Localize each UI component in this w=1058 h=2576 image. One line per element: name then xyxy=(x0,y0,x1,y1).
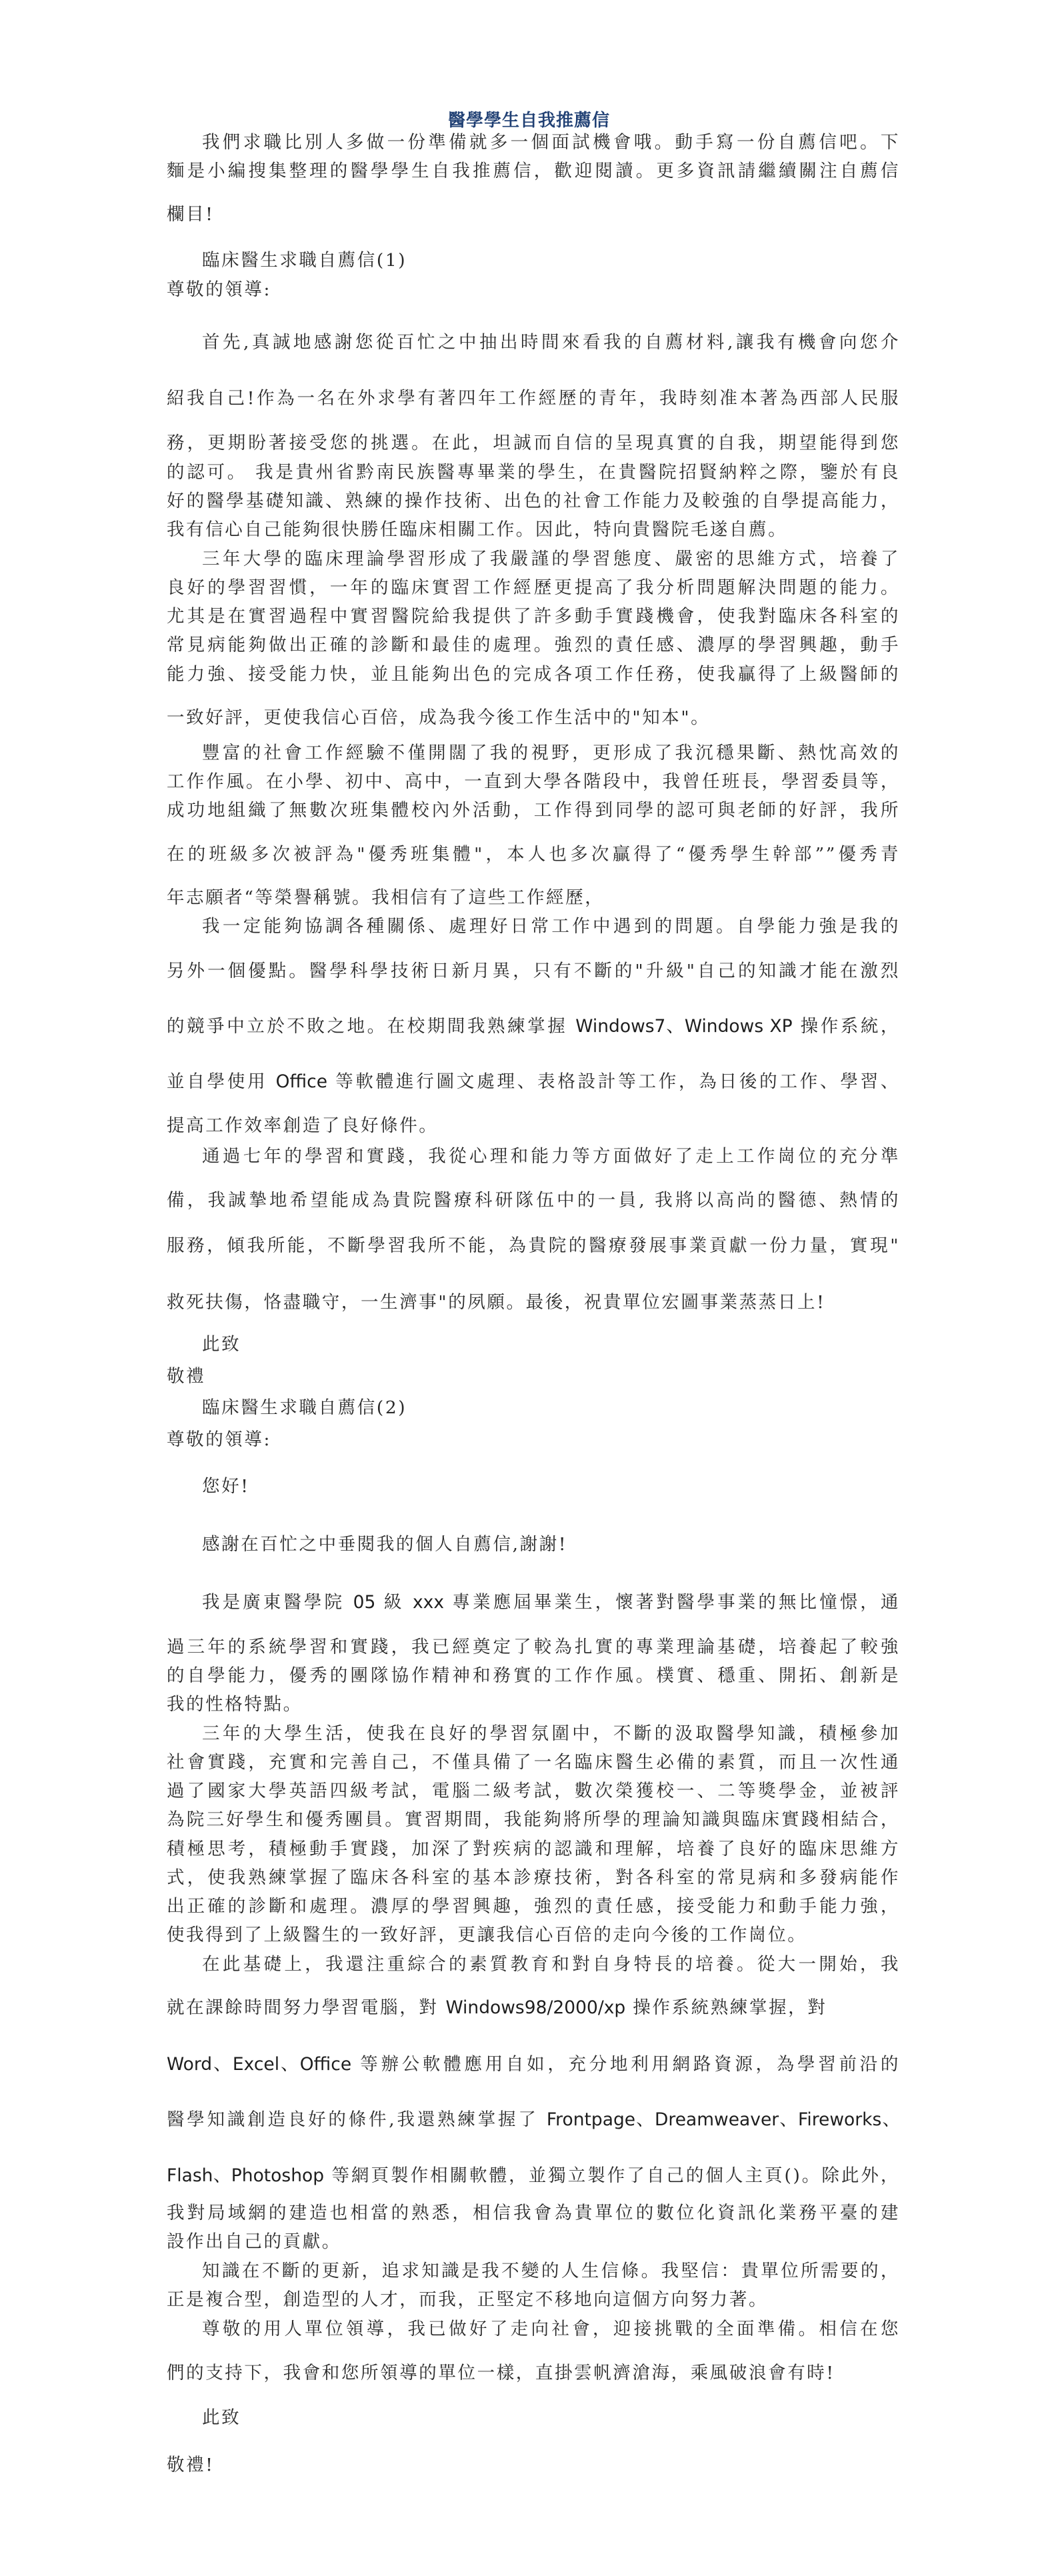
text-line: 尤其是在實習過程中實習醫院給我提供了許多動手實踐機會，使我對臨床各科室的 xyxy=(167,606,900,627)
latin-text-segment: Flash、Photoshop xyxy=(167,2165,325,2186)
text-segment: 我是廣東醫學院 xyxy=(202,1592,353,1613)
text-line: 能力強、接受能力快，並且能夠出色的完成各項工作任務，使我贏得了上級醫師的 xyxy=(167,664,900,685)
latin-text-segment: Windows7、Windows XP xyxy=(575,1016,793,1037)
text-line: 工作作風。在小學、初中、高中，一直到大學各階段中，我曾任班長，學習委員等， xyxy=(167,771,900,792)
text-line: 為院三好學生和優秀團員。實習期間，我能夠將所學的理論知識與臨床實踐相結合， xyxy=(167,1809,900,1830)
text-line: 出正確的診斷和處理。濃厚的學習興趣，強烈的責任感，接受能力和動手能力強， xyxy=(167,1896,900,1917)
text-line: 的自學能力，優秀的團隊協作精神和務實的工作作風。樸實、穩重、開拓、創新是 xyxy=(167,1665,900,1686)
text-line: 敬禮 xyxy=(167,1366,206,1387)
text-line: 首先,真誠地感謝您從百忙之中抽出時間來看我的自薦材料,讓我有機會向您介 xyxy=(202,332,900,353)
text-line: 積極思考，積極動手實踐，加深了對疾病的認識和理解，培養了良好的臨床思維方 xyxy=(167,1839,900,1859)
text-line: 我一定能夠協調各種關係、處理好日常工作中遇到的問題。自學能力強是我的 xyxy=(202,916,900,937)
latin-text-segment: 05 xyxy=(353,1592,376,1613)
text-line xyxy=(167,1015,900,1038)
text-line: 過三年的系統學習和實踐，我已經奠定了較為扎實的專業理論基礎，培養起了較強 xyxy=(167,1637,900,1657)
text-line: 一致好評，更使我信心百倍，成為我今後工作生活中的"知本"。 xyxy=(167,707,711,728)
text-segment: 醫學知識創造良好的條件,我還熟練掌握了 xyxy=(167,2109,547,2130)
text-segment: 等辦公軟體應用自如，充分地利用網路資源，為學習前沿的 xyxy=(351,2054,900,2075)
text-segment: 操作系統， xyxy=(792,1016,900,1037)
text-line: 通過七年的學習和實踐，我從心理和能力等方面做好了走上工作崗位的充分準 xyxy=(202,1146,900,1167)
text-line: 們的支持下，我會和您所領導的單位一樣，直掛雲帆濟滄海，乘風破浪會有時! xyxy=(167,2363,835,2383)
text-line: 您好! xyxy=(202,1476,250,1497)
text-segment: 等網頁製作相關軟體，並獨立製作了自己的個人主頁()。除此外， xyxy=(324,2165,900,2186)
text-line: 在的班級多次被評為"優秀班集體"，本人也多次贏得了“優秀學生幹部””優秀青 xyxy=(167,844,900,865)
text-line xyxy=(167,1997,900,2019)
text-line: 此致 xyxy=(202,1334,241,1355)
text-line: 年志願者“等榮譽稱號。我相信有了這些工作經歷， xyxy=(167,887,605,908)
text-line: 敬禮! xyxy=(167,2455,215,2475)
text-line xyxy=(167,2165,900,2187)
latin-text-segment: Frontpage、Dreamweaver、Fireworks、 xyxy=(546,2109,900,2130)
text-line: 尊敬的領導: xyxy=(167,279,272,300)
latin-text-segment: Office xyxy=(275,1071,327,1092)
text-segment: 專業應屆畢業生，懷著對醫學事業的無比憧憬，通 xyxy=(444,1592,900,1613)
text-segment: 的競爭中立於不敗之地。在校期間我熟練掌握 xyxy=(167,1016,576,1037)
text-line xyxy=(167,2053,900,2076)
text-line: 的認可。 我是貴州省黔南民族醫專畢業的學生，在貴醫院招賢納粹之際，鑒於有良 xyxy=(167,462,900,483)
text-line: 務，更期盼著接受您的挑選。在此，坦誠而自信的呈現真實的自我，期望能得到您 xyxy=(167,433,900,453)
text-line: 使我得到了上級醫生的一致好評，更讓我信心百倍的走向今後的工作崗位。 xyxy=(167,1925,807,1945)
text-line: 成功地組織了無數次班集體校內外活動，工作得到同學的認可與老師的好評，我所 xyxy=(167,800,900,821)
text-line: 社會實踐，充實和完善自己，不僅具備了一名臨床醫生必備的素質，而且一次性通 xyxy=(167,1752,900,1773)
text-line: 提高工作效率創造了良好條件。 xyxy=(167,1115,439,1136)
text-segment: 等軟體進行圖文處理、表格設計等工作，為日後的工作、學習、 xyxy=(327,1071,900,1092)
text-line: 臨床醫生求職自薦信(2) xyxy=(202,1397,407,1418)
text-line: 我們求職比別人多做一份準備就多一個面試機會哦。動手寫一份自薦信吧。下 xyxy=(202,132,900,153)
text-line: 此致 xyxy=(202,2407,241,2428)
text-line: 感謝在百忙之中垂閱我的個人自薦信,謝謝! xyxy=(202,1534,568,1555)
text-line: 尊敬的用人單位領導，我已做好了走向社會，迎接挑戰的全面準備。相信在您 xyxy=(202,2319,900,2339)
text-line: 常見病能夠做出正確的診斷和最佳的處理。強烈的責任感、濃厚的學習興趣，動手 xyxy=(167,635,900,655)
text-line: 三年大學的臨床理論學習形成了我嚴謹的學習態度、嚴密的思維方式，培養了 xyxy=(202,549,900,569)
text-line: 備，我誠摯地希望能成為貴院醫療科研隊伍中的一員, 我將以高尚的醫德、熱情的 xyxy=(167,1190,900,1211)
text-line: 式，使我熟練掌握了臨床各科室的基本診療技術，對各科室的常見病和多發病能作 xyxy=(167,1867,900,1888)
text-line: 服務，傾我所能，不斷學習我所不能，為貴院的醫療發展事業貢獻一份力量，實現" xyxy=(167,1235,900,1256)
text-line: 好的醫學基礎知識、熟練的操作技術、出色的社會工作能力及較強的自學提高能力， xyxy=(167,491,900,511)
text-line xyxy=(167,2109,900,2131)
text-line: 另外一個優點。醫學科學技術日新月異，只有不斷的"升級"自己的知識才能在激烈 xyxy=(167,961,900,981)
latin-text-segment: Word、Excel、Office xyxy=(167,2054,352,2075)
text-segment: 操作系統熟練掌握，對 xyxy=(625,1997,827,2018)
text-line: 紹我自己!作為一名在外求學有著四年工作經歷的青年，我時刻准本著為西部人民服 xyxy=(167,388,900,409)
text-line: 豐富的社會工作經驗不僅開闊了我的視野，更形成了我沉穩果斷、熱忱高效的 xyxy=(202,743,900,763)
text-line: 我對局域網的建造也相當的熟悉，相信我會為貴單位的數位化資訊化業務平臺的建 xyxy=(167,2203,900,2223)
latin-text-segment: xxx xyxy=(412,1592,445,1613)
latin-text-segment: Windows98/2000/xp xyxy=(445,1997,626,2018)
text-line: 欄目! xyxy=(167,204,215,225)
text-line xyxy=(167,1071,900,1093)
text-line: 救死扶傷，恪盡職守，一生濟事"的夙願。最後，祝貴單位宏圖事業蒸蒸日上! xyxy=(167,1292,826,1313)
text-line: 在此基礎上，我還注重綜合的素質教育和對自身特長的培養。從大一開始，我 xyxy=(202,1954,900,1975)
text-line: 設作出自己的貢獻。 xyxy=(167,2231,341,2252)
text-line: 臨床醫生求職自薦信(1) xyxy=(202,250,407,271)
text-line: 正是複合型，創造型的人才，而我，正堅定不移地向這個方向努力著。 xyxy=(167,2289,769,2310)
text-line: 我的性格特點。 xyxy=(167,1694,303,1715)
text-segment: 並自學使用 xyxy=(167,1071,276,1092)
text-line: 三年的大學生活，使我在良好的學習氛圍中，不斷的汲取醫學知識，積極參加 xyxy=(202,1723,900,1744)
document-title: 醫學學生自我推薦信 xyxy=(447,111,610,131)
text-segment: 就在課餘時間努力學習電腦，對 xyxy=(167,1997,446,2018)
text-line: 麵是小編搜集整理的醫學學生自我推薦信，歡迎閱讀。更多資訊請繼續關注自薦信 xyxy=(167,161,900,181)
text-segment: 級 xyxy=(375,1592,413,1613)
text-line: 過了國家大學英語四級考試，電腦二級考試，數次榮獲校一、二等獎學金，並被評 xyxy=(167,1781,900,1801)
text-line: 良好的學習習慣，一年的臨床實習工作經歷更提高了我分析問題解決問題的能力。 xyxy=(167,577,900,598)
text-line: 我有信心自己能夠很快勝任臨床相關工作。因此，特向貴醫院毛遂自薦。 xyxy=(167,519,788,540)
text-line: 尊敬的領導: xyxy=(167,1429,272,1450)
text-line: 知識在不斷的更新，追求知識是我不變的人生信條。我堅信：貴單位所需要的， xyxy=(202,2261,900,2281)
text-line xyxy=(202,1591,900,1614)
